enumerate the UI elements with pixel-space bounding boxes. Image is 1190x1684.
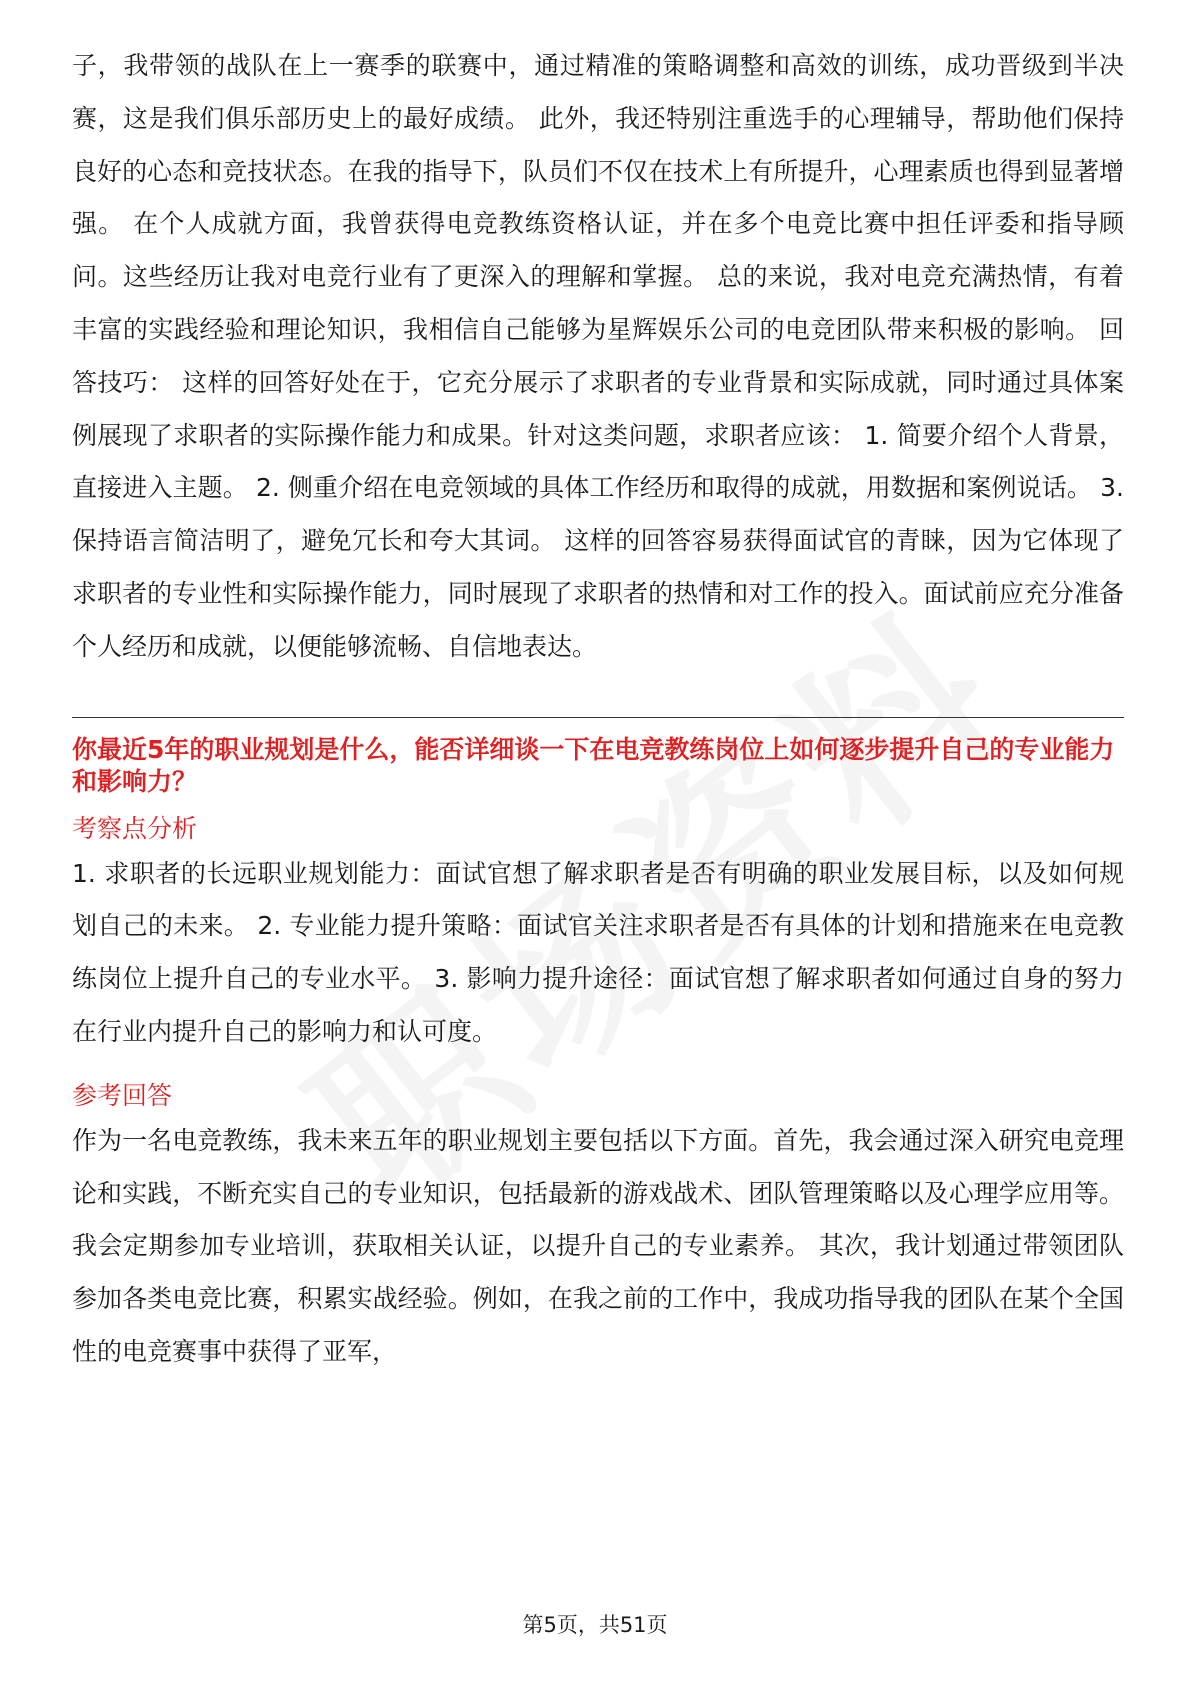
page-number: 第5页，共51页 bbox=[522, 1613, 668, 1637]
reference-heading: 参考回答 bbox=[72, 1080, 173, 1110]
document-page bbox=[72, 40, 1124, 1379]
section-divider bbox=[72, 717, 1124, 718]
interview-question: 你最近5年的职业规划是什么，能否详细谈一下在电竞教练岗位上如何逐步提升自己的专业能力和影响力？ bbox=[72, 734, 1115, 796]
reference-paragraph: 作为一名电竞教练，我未来五年的职业规划主要包括以下方面。首先，我会通过深入研究电竞理论和实践，不断充实自己的专业知识，包括最新的游戏战术、团队管理策略以及心理学应用等。我会定期参加专业培训，获取相关认证，以提升自己的专业素养。 其次，我计划通过带领团队参加各类电竞比赛，积累实战经验。例如，在我之前的工作中，我成功指导我的团队在某个全国性的电竞赛事中获得了亚军， bbox=[72, 1125, 1124, 1366]
analysis-paragraph: 1. 求职者的长远职业规划能力：面试官想了解求职者是否有明确的职业发展目标，以及如何规划自己的未来。 2. 专业能力提升策略：面试官关注求职者是否有具体的计划和措施来在电竞教练岗位上提升自己的专业水平。 3. 影响力提升途径：面试官想了解求职者如何通过自身的努力在行业内提升自己的影响力和认可度。 bbox=[72, 858, 1124, 1046]
previous-answer-paragraph: 子，我带领的战队在上一赛季的联赛中，通过精准的策略调整和高效的训练，成功晋级到半决赛，这是我们俱乐部历史上的最好成绩。 此外，我还特别注重选手的心理辅导，帮助他们保持良好的心态和竞技状态。在我的指导下，队员们不仅在技术上有所提升，心理素质也得到显著增强。 在个人成就方面，我曾获得电竞教练资格认证，并在多个电竞比赛中担任评委和指导顾问。这些经历让我对电竞行业有了更深入的理解和掌握。 总的来说，我对电竞充满热情，有着丰富的实践经验和理论知识，我相信自己能够为星辉娱乐公司的电竞团队带来积极的影响。 回答技巧： 这样的回答好处在于，它充分展示了求职者的专业背景和实际成就，同时通过具体案例展现了求职者的实际操作能力和成果。针对这类问题，求职者应该： 1. 简要介绍个人背景，直接进入主题。 2. 侧重介绍在电竞领域的具体工作经历和取得的成就，用数据和案例说话。 3. 保持语言简洁明了，避免冗长和夸大其词。 这样的回答容易获得面试官的青睐，因为它体现了求职者的专业性和实际操作能力，同时展现了求职者的热情和对工作的投入。面试前应充分准备个人经历和成就，以便能够流畅、自信地表达。 bbox=[72, 51, 1124, 661]
analysis-heading: 考察点分析 bbox=[72, 813, 198, 843]
